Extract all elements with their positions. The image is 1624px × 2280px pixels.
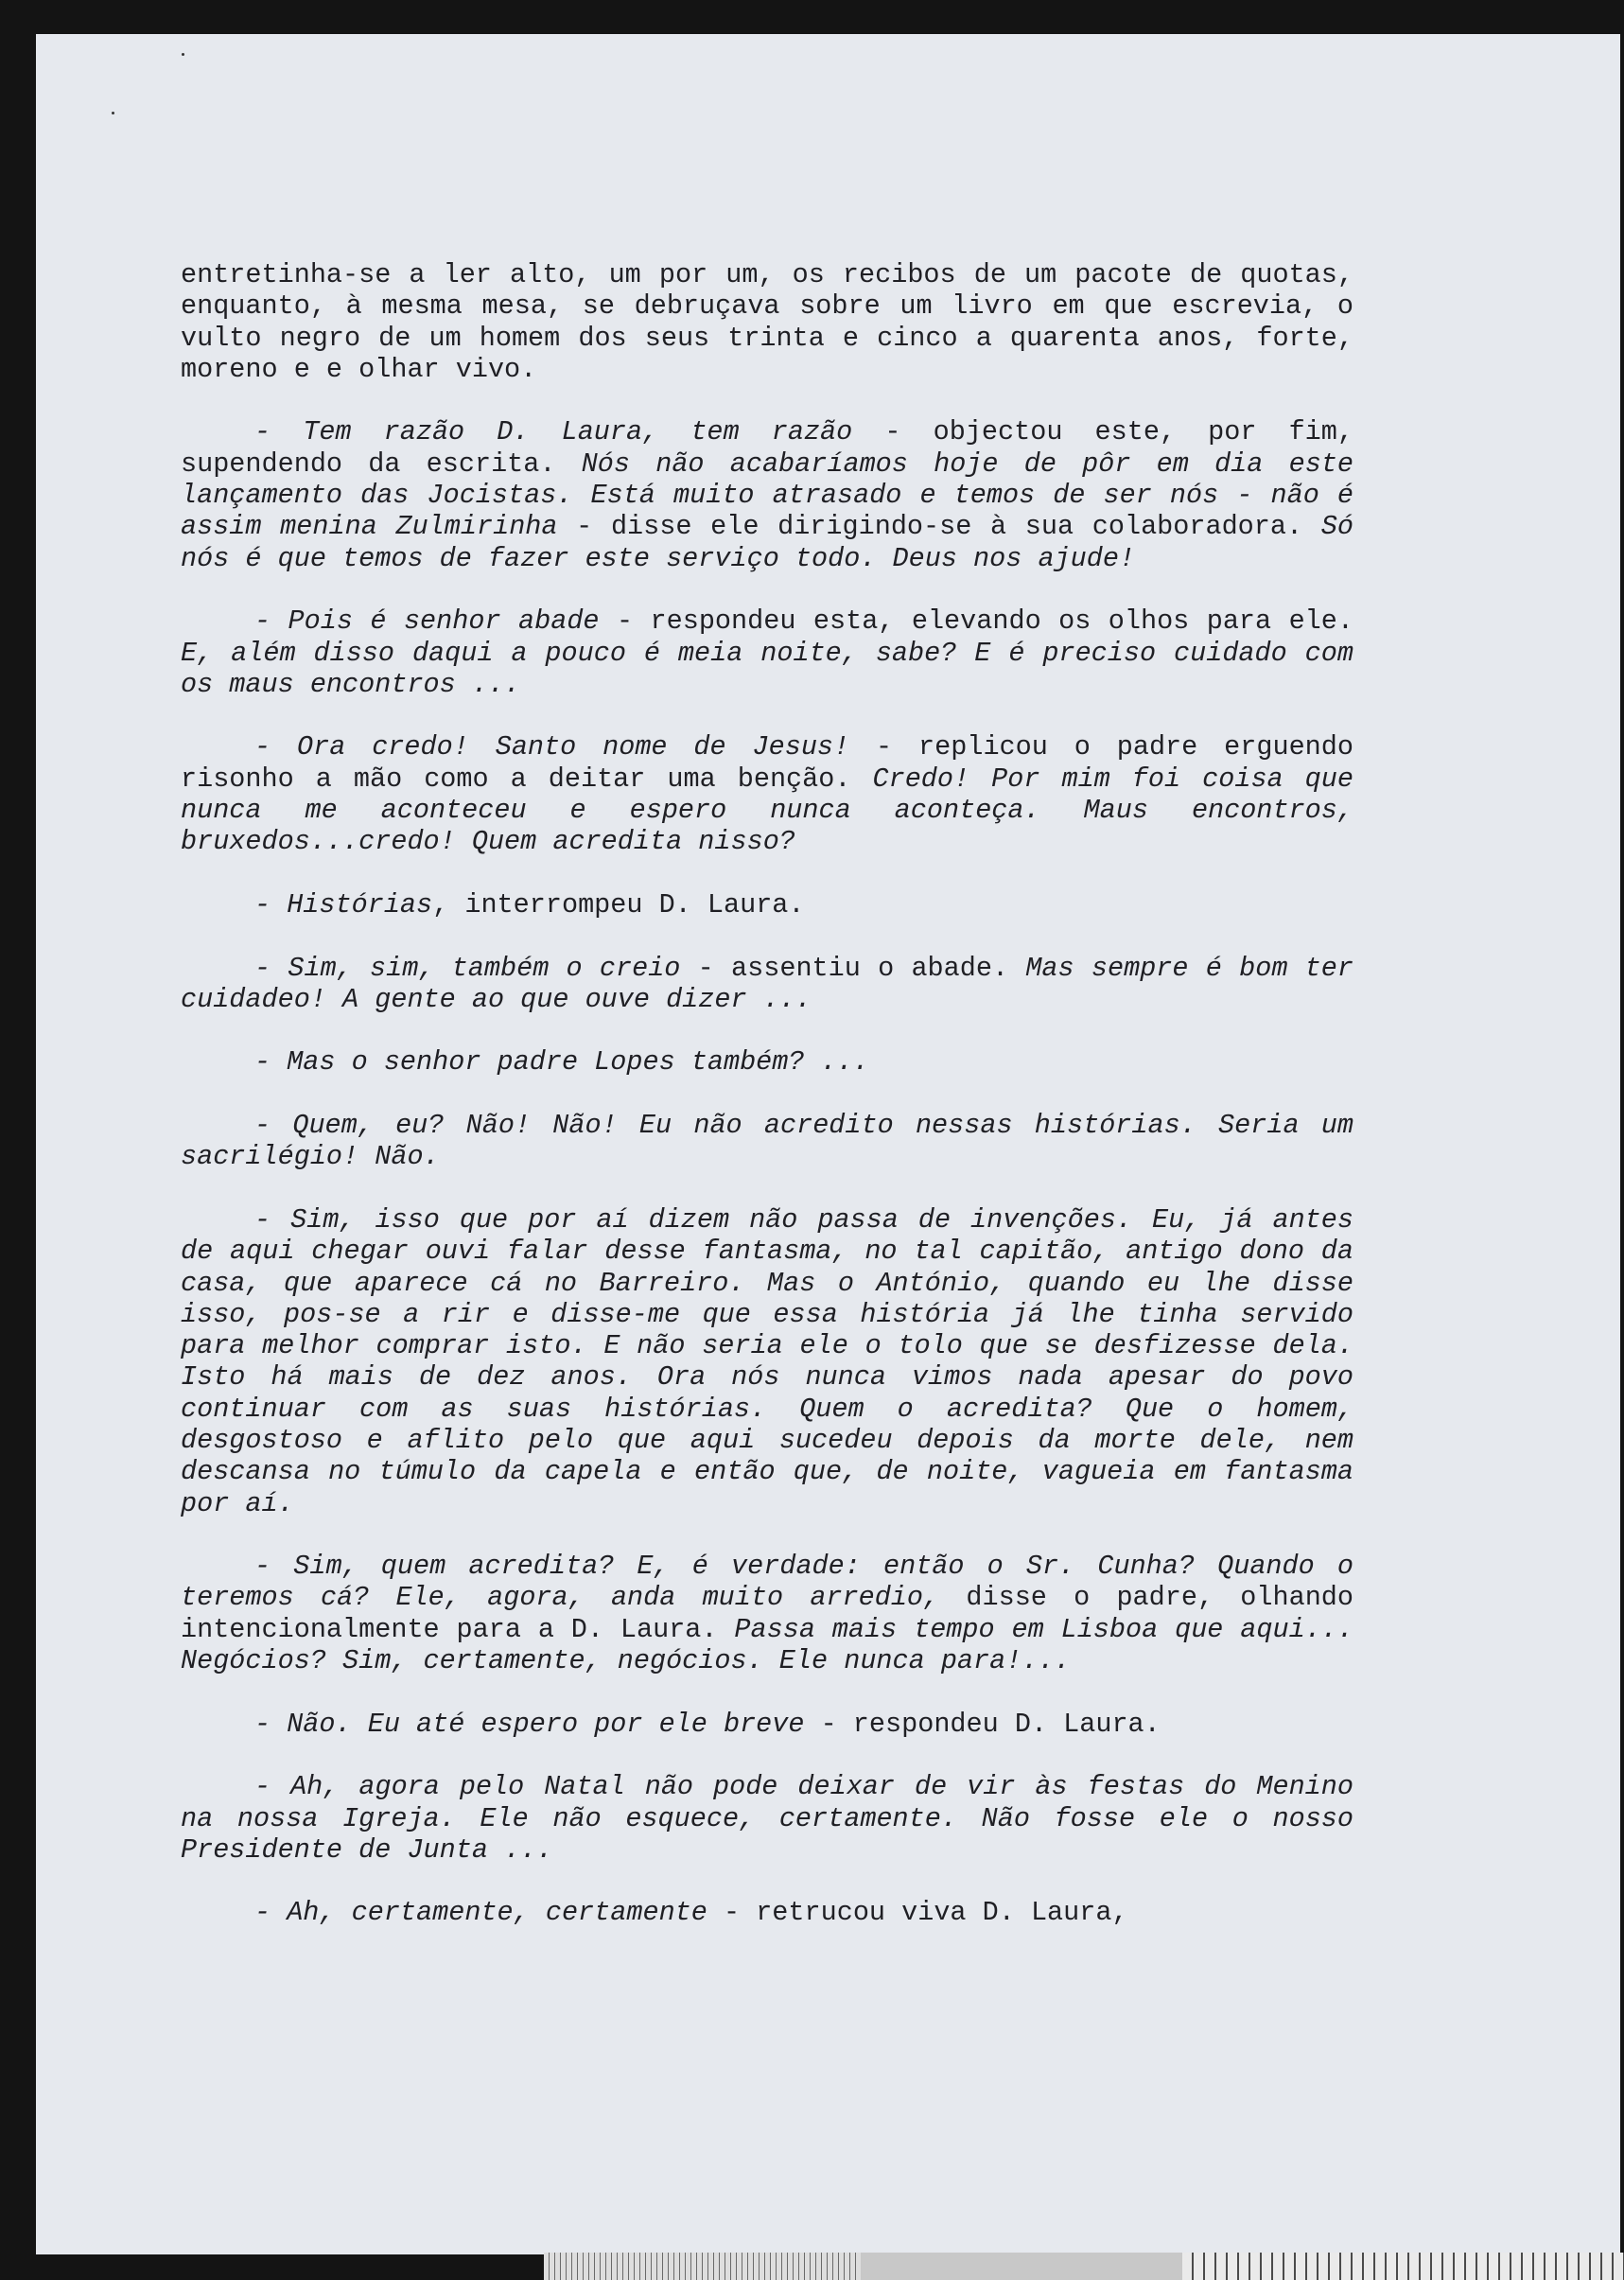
italic-text-run: - Tem razão D. Laura, tem razão xyxy=(254,416,853,448)
paragraph xyxy=(181,1203,1371,1519)
paragraph xyxy=(181,605,1371,700)
text-run: - respondeu D. Laura. xyxy=(804,1708,1161,1740)
scale-ruler-segment xyxy=(1182,2253,1624,2280)
paragraph xyxy=(181,889,1353,921)
scale-ruler-segment xyxy=(861,2253,1182,2280)
italic-text-run: - Ora credo! Santo nome de Jesus! xyxy=(254,731,850,763)
italic-text-run: - Quem, eu? Não! Não! Eu não acredito nessas histórias. Seria um sacrilégio! Não. xyxy=(181,1110,1371,1173)
italic-text-run: - Sim, isso que por aí dizem não passa de invenções. Eu, já antes de aqui chegar ouvi falar desse fantasma, no tal capitão, antigo dono da casa, que aparece cá no Barreiro. Mas o António, quando eu lhe disse isso, pos-se a rir e disse-me que essa história já lhe tinha servido para melhor comprar isto. E não seria ele o tolo que se desfizesse dela. Isto há mais de dez anos. Ora nós nunca vimos nada apesar do povo continuar com as suas histórias. Quem o acredita? Que o homem, desgostoso e aflito pelo que aqui sucedeu depois da morte dele, nem descansa no túmulo da capela e então que, de noite, vagueia em fantasma por aí. xyxy=(181,1203,1371,1519)
text-run: entretinha-se a ler alto, um por um, os recibos de um pacote de quotas, enquanto, à mesma mesa, se debruçava sobre um livro em que escrevia, o vulto negro de um homem dos seus trinta e cinco a quarenta anos, forte, moreno e e olhar vivo. xyxy=(181,259,1371,385)
paragraph xyxy=(181,1551,1371,1677)
text-run: - assentiu o abade. xyxy=(680,952,1026,984)
italic-text-run: - Pois é senhor abade xyxy=(254,605,600,638)
italic-text-run: - Sim, sim, também o creio xyxy=(254,952,681,984)
text-run: - retrucou viva D. Laura, xyxy=(707,1897,1128,1929)
paper-speck xyxy=(182,53,184,56)
paragraph xyxy=(181,1771,1371,1866)
italic-text-run: E, além disso daqui a pouco é meia noite, sabe? E é preciso cuidado com os maus encontros ... xyxy=(181,637,1371,700)
italic-text-run: - Histórias xyxy=(254,888,433,921)
paragraph xyxy=(181,1897,1353,1928)
paragraph xyxy=(181,416,1371,574)
italic-text-run: - Ah, agora pelo Natal não pode deixar de vir às festas do Menino na nossa Igreja. Ele não esquece, certamente. Não fosse ele o nosso Presidente de Junta ... xyxy=(181,1771,1371,1866)
italic-text-run: Passa mais tempo em Lisboa que aqui... Negócios? Sim, certamente, negócios. Ele nunca para!... xyxy=(181,1613,1371,1677)
italic-text-run: Só nós é que temos de fazer este serviço todo. Deus nos ajude! xyxy=(181,511,1371,574)
italic-text-run: - Sim, quem acredita? E, é verdade: então o Sr. Cunha? Quando o teremos cá? Ele, agora, anda muito arredio, xyxy=(181,1551,1371,1614)
paper-speck xyxy=(112,112,114,114)
text-run: , interrompeu D. Laura. xyxy=(432,888,805,921)
paragraph xyxy=(181,259,1371,385)
paragraph xyxy=(181,731,1371,858)
text-run: disse o padre, olhando intencionalmente para a D. Laura. xyxy=(181,1582,1371,1645)
italic-text-run: - Ah, certamente, certamente xyxy=(254,1897,707,1929)
text-run: - objectou este, por fim, supendendo da escrita. xyxy=(181,416,1371,480)
text-run: - replicou o padre erguendo risonho a mão como a deitar uma benção. xyxy=(181,731,1371,795)
italic-text-run: - Mas o senhor padre Lopes também? ... xyxy=(254,1046,869,1079)
italic-text-run: Nós não acabaríamos hoje de pôr em dia este lançamento das Jocistas. Está muito atrasado e temos de ser nós - não é assim menina Zulmirinha xyxy=(181,447,1371,543)
italic-text-run: - Não. Eu até espero por ele breve xyxy=(254,1708,805,1740)
italic-text-run: Credo! Por mim foi coisa que nunca me aconteceu e espero nunca aconteça. Maus encontros, bruxedos...credo! Quem acredita nisso? xyxy=(181,763,1371,858)
paragraph xyxy=(181,1709,1353,1740)
document-body xyxy=(181,259,1371,1929)
text-run: - respondeu esta, elevando os olhos para ele. xyxy=(599,605,1371,638)
paragraph xyxy=(181,1046,1353,1078)
text-run: - disse ele dirigindo-se à sua colaboradora. xyxy=(557,511,1321,543)
paragraph xyxy=(181,952,1371,1016)
italic-text-run: Mas sempre é bom ter cuidadeo! A gente ao que ouve dizer ... xyxy=(181,952,1371,1015)
paragraph xyxy=(181,1110,1371,1173)
